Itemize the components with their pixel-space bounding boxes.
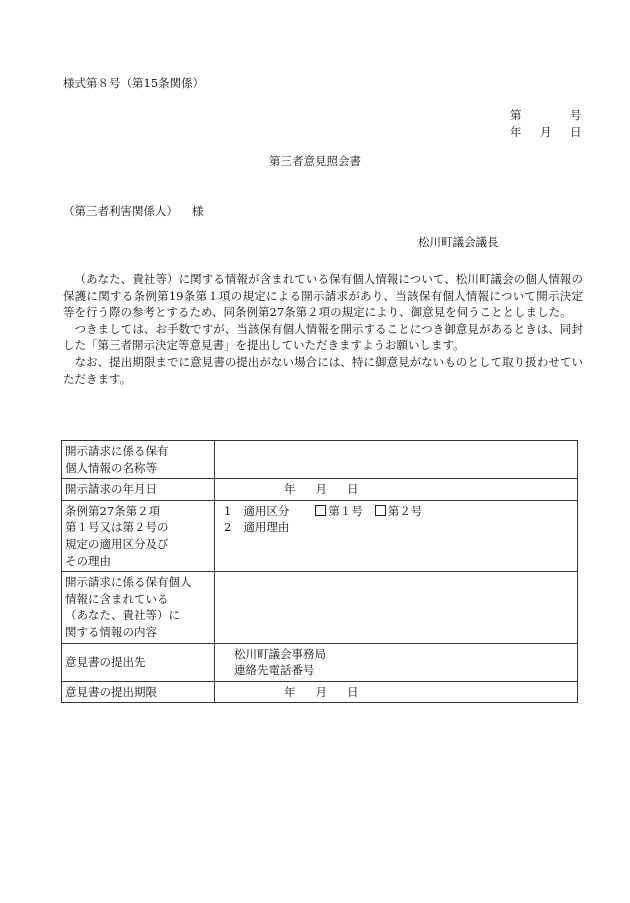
date-year: 年 [510,125,522,139]
addressee [63,206,204,218]
addressee-honorific: 様 [192,204,204,218]
number-prefix: 第 [510,108,522,122]
sender-name: 松川町議会議長 [418,235,499,249]
value-submission-address: 松川町議会事務局 連絡先電話番号 [215,643,578,681]
body-paragraph-2: つきましては、お手数ですが、当該保有個人情報を開示することにつき御意見があるときは、同封した「第三者開示決定等意見書」を提出していただきますようお願いします。 [63,321,583,353]
body-paragraph-1: （あなた、貴社等）に関する情報が含まれている保有個人情報について、松川町議会の個人情報の保護に関する条例第19条第１項の規定による開示請求があり、当該保有個人情報について開示決定等を行う際の参考とするため、同条例第27条第２項の規定により、御意見を伺うこととしました。 [63,272,583,320]
value-info-name [215,441,578,479]
checkbox-item-2[interactable] [375,505,386,516]
body-text [63,271,583,387]
date-month: 月 [540,125,552,139]
table-row [62,500,578,571]
table-row [62,479,578,501]
value-info-content [215,572,578,643]
number-suffix: 号 [570,108,582,122]
checkbox-item-1[interactable] [315,505,326,516]
row-label-submission-address: 意見書の提出先 [62,643,215,681]
date-day: 日 [570,125,582,139]
row-label-info-name: 開示請求に係る保有 個人情報の名称等 [62,441,215,479]
info-table [61,440,578,703]
row-label-info-content: 開示請求に係る保有個人 情報に含まれている （あなた、貴社等）に 関する情報の内容 [62,572,215,643]
table-row [62,643,578,681]
form-number: 様式第８号（第15条関係） [63,76,205,90]
value-request-date: 年 月 日 [215,479,578,501]
value-submission-deadline: 年 月 日 [215,681,578,703]
table-row [62,441,578,479]
row-label-submission-deadline: 意見書の提出期限 [62,681,215,703]
value-classification: 1 適用区分 第１号 第２号 2 適用理由 [215,500,578,571]
addressee-name: （第三者利害関係人） [63,204,178,218]
document-title: 第三者意見照会書 [269,154,361,168]
row-label-request-date: 開示請求の年月日 [62,479,215,501]
row-label-classification: 条例第27条第２項 第１号又は第２号の 規定の適用区分及び その理由 [62,500,215,571]
table-row [62,572,578,643]
table-row [62,681,578,703]
body-paragraph-3: なお、提出期限までに意見書の提出がない場合には、特に御意見がないものとして取り扱わせていただきます。 [63,354,583,386]
